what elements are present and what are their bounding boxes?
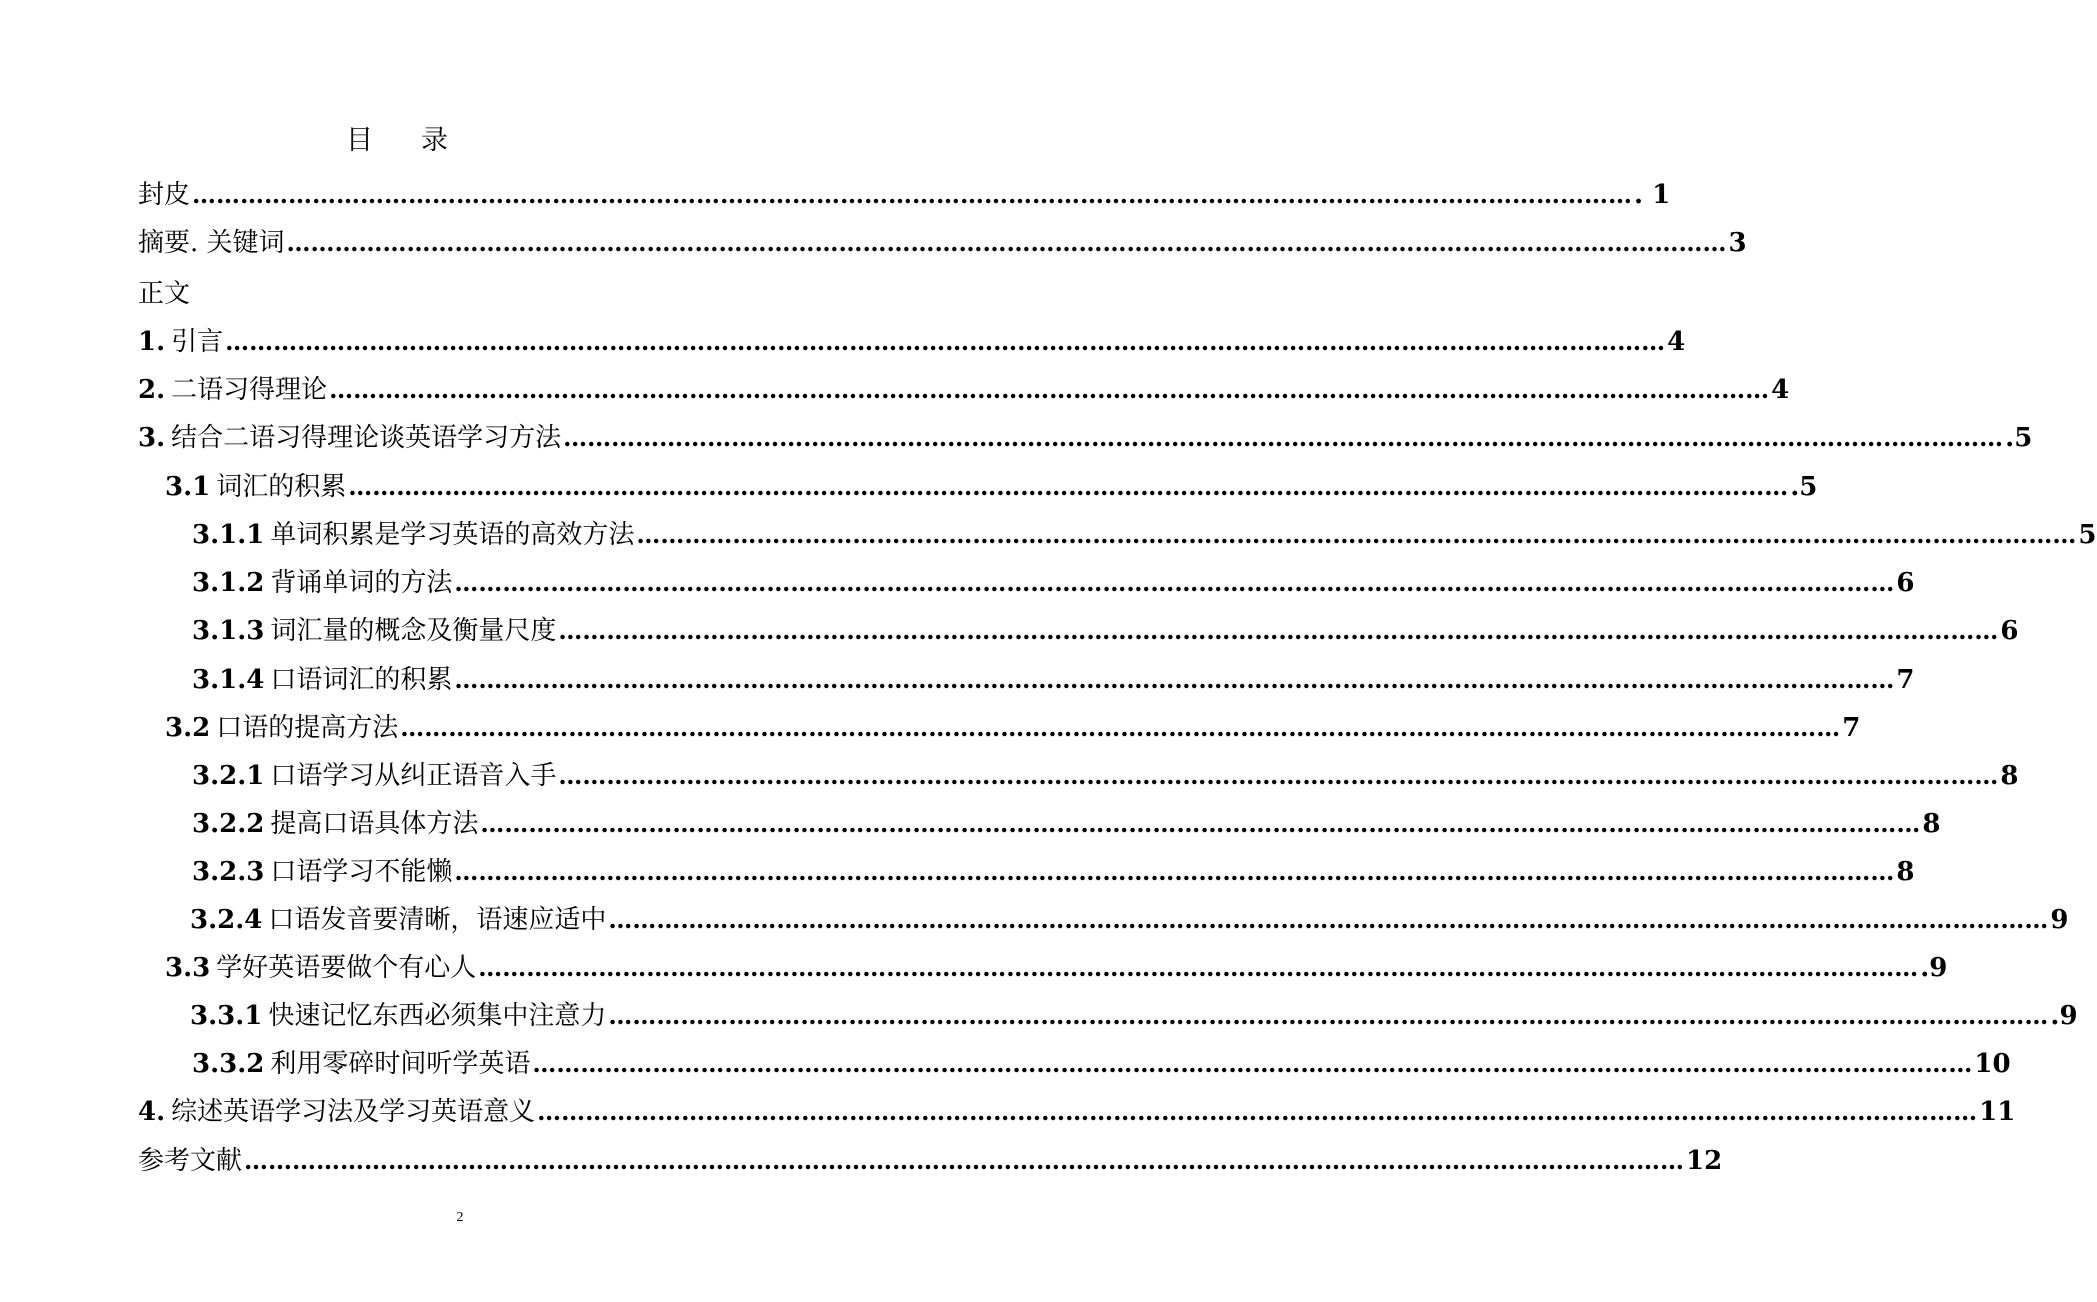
toc-leader-dots: ……………………………………………………………………………………………………………………………………………………………… xyxy=(608,905,2049,934)
toc-entry-page: 7 xyxy=(1896,665,1915,695)
toc-entry-page: 3 xyxy=(1728,228,1747,258)
toc-entry-label xyxy=(138,228,285,258)
toc-entry-text: 词汇的积累 xyxy=(216,472,347,502)
toc-entry-number: 3.3.2 xyxy=(192,1049,265,1079)
toc-entry-number: 3.3.1 xyxy=(190,1001,263,1031)
toc-entry-number: 3.1.4 xyxy=(192,665,265,695)
toc-entry xyxy=(138,375,1790,405)
page-number: 2 xyxy=(456,1210,464,1225)
toc-entry xyxy=(138,1097,2016,1127)
toc-entry xyxy=(190,905,2069,935)
toc-entry-number: 2. xyxy=(138,375,166,405)
toc-entry xyxy=(138,1146,1723,1176)
toc-entry-page: 6 xyxy=(1896,568,1915,598)
toc-entry xyxy=(165,953,1948,983)
toc-entry-number: 3.2 xyxy=(165,713,211,743)
toc-entry-page: 8 xyxy=(1896,857,1915,887)
toc-entry-label xyxy=(192,568,452,598)
toc-leader-dots: ……………………………………………………………………………………………………………………………………………………………… xyxy=(400,713,1841,742)
toc-entry-page: 7 xyxy=(1842,713,1861,743)
toc-entry-text: 口语学习从纠正语音入手 xyxy=(270,761,557,791)
toc-entry xyxy=(138,228,1747,258)
toc-entry-label xyxy=(165,472,346,502)
toc-entry xyxy=(138,180,1671,210)
toc-leader-dots: ……………………………………………………………………………………………………………………………………………………………… xyxy=(608,1001,2049,1030)
toc-entry xyxy=(192,857,1915,887)
toc-entry-label xyxy=(192,1049,530,1079)
toc-entry-label xyxy=(192,809,478,839)
toc-leader-dots: ……………………………………………………………………………………………………………………………………………………………… xyxy=(286,228,1727,257)
toc-entry-text: 结合二语习得理论谈英语学习方法 xyxy=(171,423,562,453)
toc-leader-dots: ……………………………………………………………………………………………………………………………………………………………… xyxy=(478,953,1919,982)
toc-entry-page: . 1 xyxy=(1634,180,1671,210)
toc-entry-text: 引言 xyxy=(171,327,224,357)
toc-entry xyxy=(192,568,1915,598)
toc-entry-number: 4. xyxy=(138,1097,166,1127)
toc-entry-text: 综述英语学习法及学习英语意义 xyxy=(171,1097,536,1127)
toc-entry-page: .5 xyxy=(2005,423,2033,453)
toc-entry-page: 4 xyxy=(1771,375,1790,405)
toc-entry-page: 4 xyxy=(1667,327,1686,357)
toc-entry-number: 3.1.1 xyxy=(192,520,265,550)
toc-entry-page: 12 xyxy=(1686,1146,1723,1176)
toc-entry-text: 口语词汇的积累 xyxy=(270,665,453,695)
toc-entry xyxy=(192,1049,2011,1079)
toc-entry-text: 单词积累是学习英语的高效方法 xyxy=(270,520,635,550)
toc-entry-page: 8 xyxy=(1922,809,1941,839)
toc-entry-text: 正文 xyxy=(138,279,191,309)
toc-entry-label xyxy=(138,279,190,309)
toc-entry-page: 11 xyxy=(1979,1097,2016,1127)
toc-entry-label xyxy=(165,953,476,983)
toc-entry-text: 背诵单词的方法 xyxy=(270,568,453,598)
toc-entry-label xyxy=(138,327,223,357)
toc-leader-dots: ……………………………………………………………………………………………………………………………………………………………… xyxy=(558,761,1999,790)
toc-entry xyxy=(192,616,2019,646)
toc-entry xyxy=(192,761,2019,791)
toc-entry-text: 利用零碎时间听学英语 xyxy=(270,1049,531,1079)
toc-entry-page: 5 xyxy=(2078,520,2097,550)
toc-leader-dots: ……………………………………………………………………………………………………………………………………………………………… xyxy=(532,1049,1973,1078)
toc-entry-number: 3.2.4 xyxy=(190,905,263,935)
toc-entry-label xyxy=(165,713,398,743)
toc-entry-text: 封皮 xyxy=(138,180,191,210)
toc-entry-text: 口语的提高方法 xyxy=(216,713,399,743)
toc-entry-page: 10 xyxy=(1974,1049,2011,1079)
toc-leader-dots: ……………………………………………………………………………………………………………………………………………………………… xyxy=(329,375,1770,404)
toc-leader-dots: ……………………………………………………………………………………………………………………………………………………………… xyxy=(454,857,1895,886)
toc-entry-label xyxy=(138,180,190,210)
toc-leader-dots: ……………………………………………………………………………………………………………………………………………………………… xyxy=(225,327,1666,356)
toc-leader-dots: ……………………………………………………………………………………………………………………………………………………………… xyxy=(558,616,1999,645)
toc-entry-number: 3.1.3 xyxy=(192,616,265,646)
toc-title-char-1: 目 xyxy=(346,125,375,156)
toc-leader-dots: ……………………………………………………………………………………………………………………………………………………………… xyxy=(454,568,1895,597)
toc-entry-text: 摘要. 关键词 xyxy=(138,228,285,258)
toc-entry xyxy=(165,472,1818,502)
toc-entry-number: 3.2.3 xyxy=(192,857,265,887)
toc-title xyxy=(0,118,796,157)
toc-entry-number: 3.3 xyxy=(165,953,211,983)
toc-entry-label xyxy=(138,1097,535,1127)
toc-entry-text: 快速记忆东西必须集中注意力 xyxy=(268,1001,607,1031)
toc-leader-dots: ……………………………………………………………………………………………………………………………………………………………… xyxy=(563,423,2004,452)
toc-entry xyxy=(190,1001,2078,1031)
toc-entry-text: 口语学习不能懒 xyxy=(270,857,453,887)
toc-entry-label xyxy=(192,665,452,695)
toc-entry-text: 二语习得理论 xyxy=(171,375,328,405)
toc-entry-label xyxy=(190,1001,606,1031)
toc-entry-text: 参考文献 xyxy=(138,1146,243,1176)
toc-entry xyxy=(165,713,1861,743)
toc-entry-text: 词汇量的概念及衡量尺度 xyxy=(270,616,557,646)
toc-title-char-2: 录 xyxy=(421,125,450,156)
toc-entry-number: 1. xyxy=(138,327,166,357)
toc-entry-number: 3.1 xyxy=(165,472,211,502)
toc-entry-page: .9 xyxy=(1920,953,1948,983)
toc-entry-label xyxy=(138,1146,242,1176)
toc-entry-page: 6 xyxy=(2000,616,2019,646)
toc-entry xyxy=(138,423,2033,453)
toc-entry xyxy=(192,665,1915,695)
toc-entry xyxy=(138,327,1686,357)
toc-entry-label xyxy=(192,857,452,887)
toc-leader-dots: ……………………………………………………………………………………………………………………………………………………………… xyxy=(454,665,1895,694)
toc-entry-text: 口语发音要清晰，语速应适中 xyxy=(268,905,607,935)
toc-entry-label xyxy=(192,520,634,550)
toc-entry-number: 3.2.2 xyxy=(192,809,265,839)
toc-leader-dots: ……………………………………………………………………………………………………………………………………………………………… xyxy=(636,520,2077,549)
toc-leader-dots: ……………………………………………………………………………………………………………………………………………………………… xyxy=(192,180,1633,209)
toc-leader-dots: ……………………………………………………………………………………………………………………………………………………………… xyxy=(537,1097,1978,1126)
toc-entry-text: 提高口语具体方法 xyxy=(270,809,479,839)
toc-entry-label xyxy=(138,423,561,453)
toc-entry-page: .9 xyxy=(2050,1001,2078,1031)
toc-entry-text: 学好英语要做个有心人 xyxy=(216,953,477,983)
toc-entry-label xyxy=(190,905,606,935)
toc-leader-dots: ……………………………………………………………………………………………………………………………………………………………… xyxy=(244,1146,1685,1175)
toc-entry xyxy=(192,520,2097,550)
toc-entry-page: 9 xyxy=(2050,905,2069,935)
toc-entry xyxy=(138,279,190,309)
toc-entry-number: 3.2.1 xyxy=(192,761,265,791)
toc-entry-label xyxy=(138,375,327,405)
toc-entry-page: .5 xyxy=(1790,472,1818,502)
toc-entry xyxy=(192,809,1941,839)
toc-entry-number: 3.1.2 xyxy=(192,568,265,598)
toc-entry-label xyxy=(192,616,556,646)
toc-entry-label xyxy=(192,761,556,791)
toc-leader-dots: ……………………………………………………………………………………………………………………………………………………………… xyxy=(348,472,1789,501)
toc-leader-dots: ……………………………………………………………………………………………………………………………………………………………… xyxy=(480,809,1921,838)
toc-entry-page: 8 xyxy=(2000,761,2019,791)
toc-entry-number: 3. xyxy=(138,423,166,453)
